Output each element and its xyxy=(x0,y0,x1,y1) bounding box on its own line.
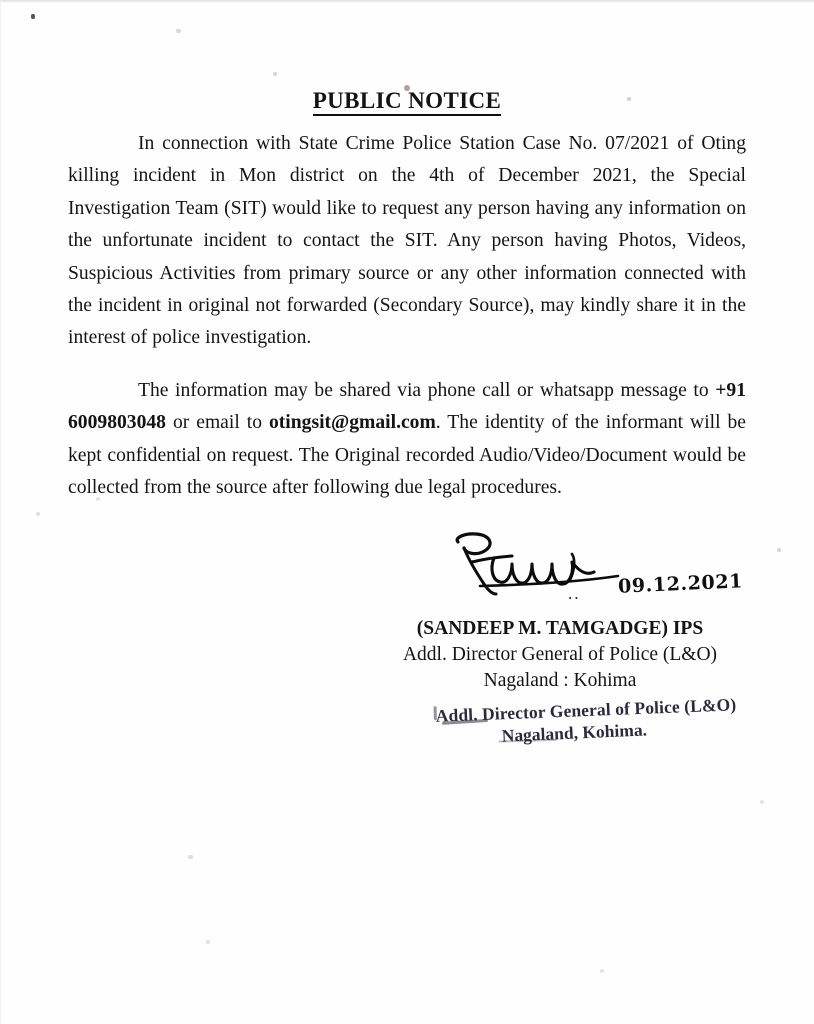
scan-left-edge xyxy=(0,0,2,1024)
body-text: The information may be shared via phone call or whatsapp message to xyxy=(138,379,716,401)
signatory-location: Nagaland : Kohima xyxy=(483,670,637,691)
notice-body xyxy=(68,128,746,504)
body-text: In connection with State Crime Police Station Case No. 07/2021 of Oting killing incident in Mon district on the 4th of December 2021, the Special Investigation Team (SIT) would like to request any person having any information on the unfortunate incident to contact the SIT. Any person having Photos, Videos, Suspicious Activities from primary source or any other information connected with the incident in original not forwarded (Secondary Source), may kindly share it in the interest of police investigation. xyxy=(68,133,746,349)
official-rubber-stamp xyxy=(431,696,742,748)
scan-top-edge xyxy=(0,0,814,3)
scan-speck xyxy=(36,512,40,516)
handwritten-signature-area xyxy=(350,528,770,616)
page-title-text: PUBLIC NOTICE xyxy=(313,88,502,116)
scan-speck xyxy=(273,72,277,76)
scan-speck xyxy=(600,969,604,973)
page-title xyxy=(0,88,814,116)
handwritten-date: 09.12.2021 xyxy=(617,570,744,598)
scan-speck xyxy=(31,14,35,19)
body-text: or email to xyxy=(165,412,269,434)
signatory-name: (SANDEEP M. TAMGADGE) IPS xyxy=(416,618,704,639)
scan-speck xyxy=(760,800,764,804)
scan-speck xyxy=(206,940,210,944)
stamp-line-1: Addl. Director General of Police (L&O) xyxy=(435,694,737,726)
scan-speck xyxy=(176,29,181,33)
signature-icon xyxy=(450,528,640,598)
signature-block xyxy=(350,528,770,694)
paragraph-2 xyxy=(68,375,746,505)
body-text: . The identity of the informant will be kept confidential on request. The Original recorded Audio/Video/Document would be collected from the source after following due legal procedures. xyxy=(68,412,747,499)
paragraph-1 xyxy=(68,128,746,355)
emphasised-text: +91 6009803048 xyxy=(68,379,746,434)
scan-speck xyxy=(188,855,193,859)
signatory-designation: Addl. Director General of Police (L&O) xyxy=(402,644,718,665)
stamp-line-2: Nagaland, Kohima. xyxy=(501,719,648,746)
scan-speck xyxy=(777,548,781,552)
emphasised-text: otingsit@gmail.com xyxy=(268,412,436,434)
handwritten-dots: .. xyxy=(568,584,581,603)
